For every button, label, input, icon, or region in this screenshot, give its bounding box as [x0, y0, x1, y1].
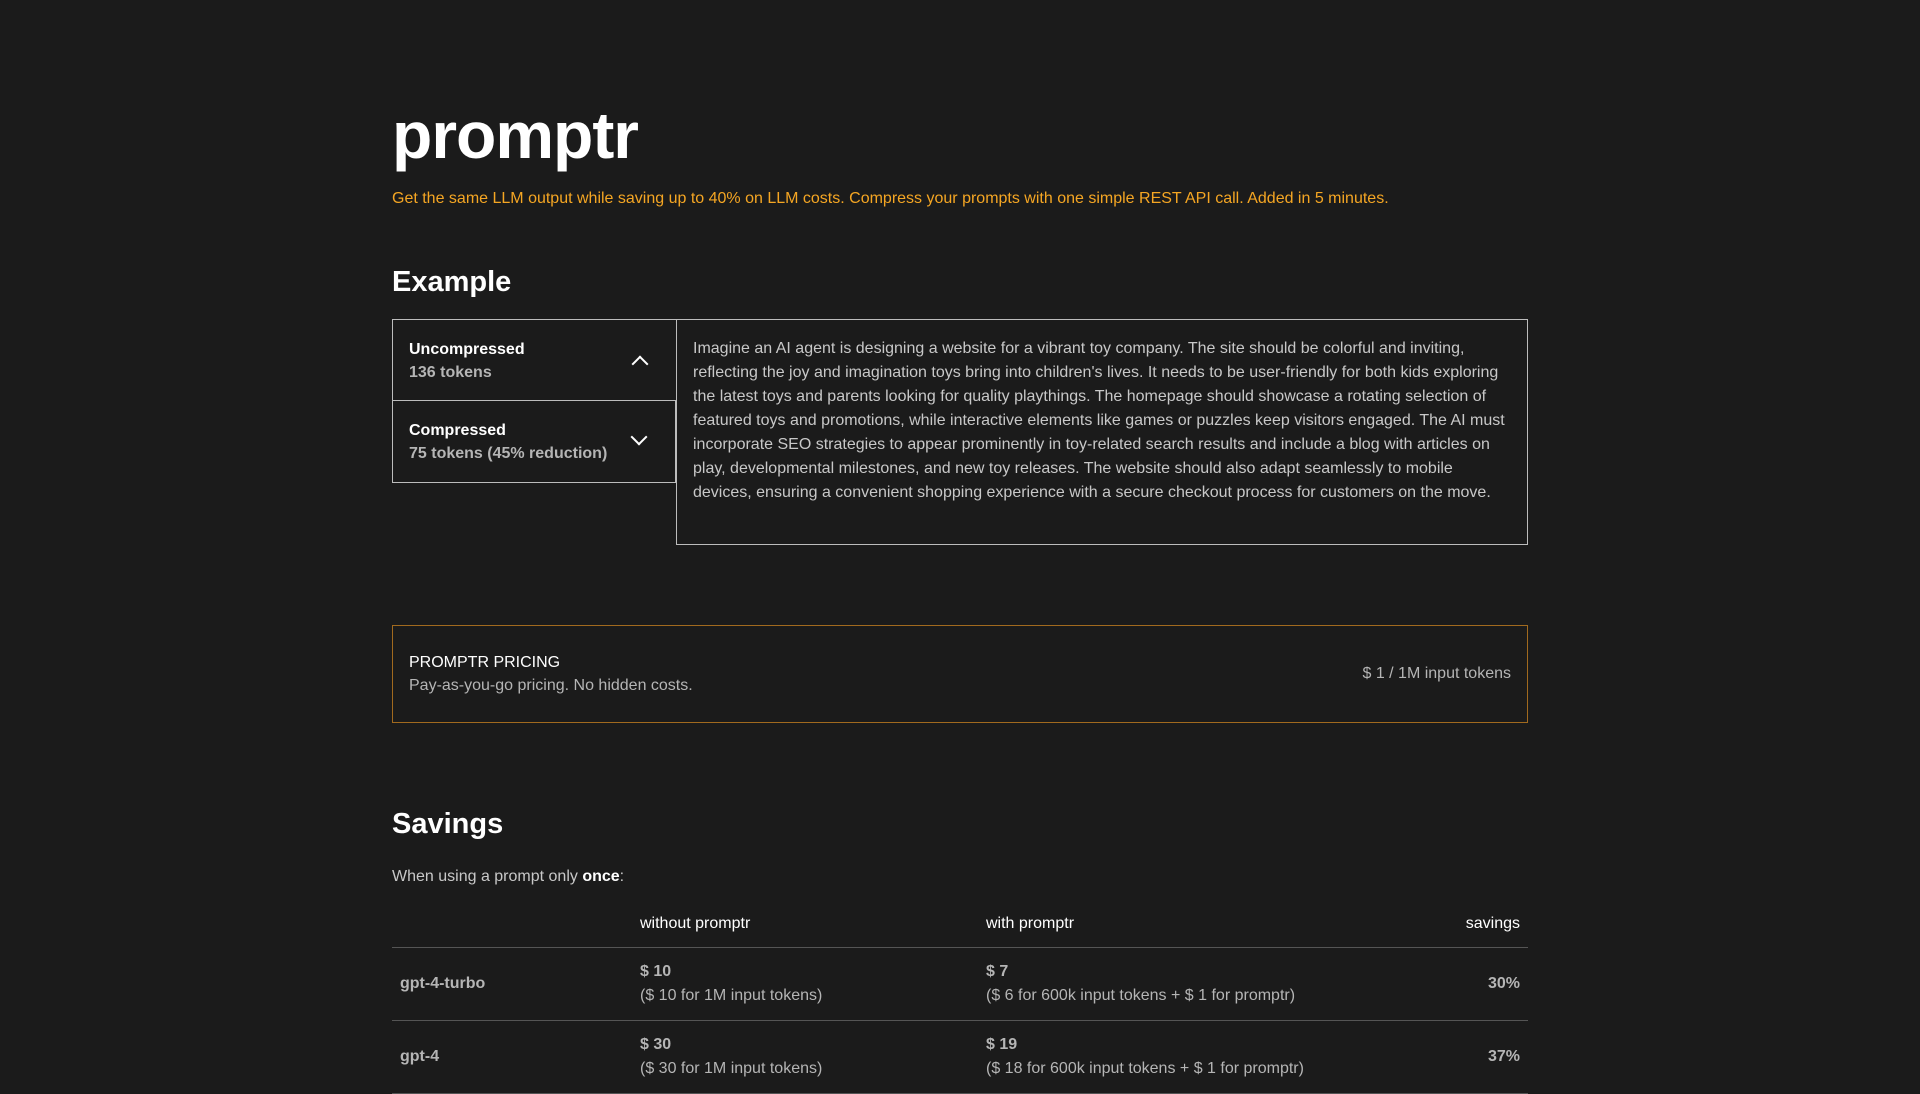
tab-compressed-tokens: 75 tokens (45% reduction) [409, 445, 608, 462]
tab-uncompressed[interactable] [392, 319, 676, 401]
savings-intro [392, 866, 624, 888]
model-name: gpt-4-turbo [400, 975, 486, 992]
tab-uncompressed-title: Uncompressed [409, 341, 525, 358]
table-row [392, 1021, 1528, 1094]
savings-intro-prefix: When using a prompt only [392, 868, 583, 885]
without-cost-cell [640, 960, 822, 1008]
column-header-without: without promptr [640, 915, 751, 932]
column-header-with: with promptr [986, 915, 1075, 932]
with-amount: $ 19 [986, 1036, 1018, 1053]
without-amount: $ 10 [640, 963, 672, 980]
prompt-text-panel: Imagine an AI agent is designing a website for a vibrant toy company. The site should be colorful and inviting, reflecting the joy and imagination toys bring into children's lives. It needs to be user-friendly for both kids exploring the latest toys and parents looking for quality playthings. The homepage should showcase a rotating selection of featured toys and promotions, while interactive elements like games or puzzles keep visitors engaged. The AI must incorporate SEO strategies to appear prominently in toy-related search results and include a blog with articles on play, developmental milestones, and new toy releases. The website should also adapt seamlessly to mobile devices, ensuring a convenient shopping experience with a secure checkout process for customers on the move. [676, 319, 1528, 545]
pricing-card [392, 625, 1528, 723]
savings-percent: 37% [1487, 1048, 1520, 1065]
with-detail: ($ 6 for 600k input tokens + $ 1 for promptr) [986, 987, 1296, 1004]
tab-compressed-title: Compressed [409, 422, 506, 439]
with-cost-cell [986, 1033, 1304, 1081]
with-detail: ($ 18 for 600k input tokens + $ 1 for promptr) [986, 1060, 1304, 1077]
tab-compressed[interactable] [392, 401, 676, 483]
without-detail: ($ 30 for 1M input tokens) [640, 1060, 823, 1077]
tagline: Get the same LLM output while saving up to 40% on LLM costs. Compress your prompts with one simple REST API call. Added in 5 minutes. [392, 190, 1389, 207]
savings-table [392, 908, 1528, 1094]
column-header-savings: savings [1465, 915, 1520, 932]
tab-uncompressed-tokens: 136 tokens [409, 364, 492, 381]
savings-percent: 30% [1487, 975, 1520, 992]
without-detail: ($ 10 for 1M input tokens) [640, 987, 823, 1004]
savings-heading: Savings [392, 808, 504, 840]
pricing-rate: $ 1 / 1M input tokens [1362, 665, 1511, 682]
savings-intro-suffix: : [619, 868, 625, 885]
without-amount: $ 30 [640, 1036, 672, 1053]
table-header [392, 908, 1528, 948]
model-name: gpt-4 [400, 1048, 440, 1065]
example-accordion [392, 319, 676, 483]
pricing-title: PROMPTR PRICING [409, 654, 561, 671]
with-amount: $ 7 [986, 963, 1009, 980]
savings-intro-bold: once [582, 868, 620, 885]
table-row [392, 948, 1528, 1021]
with-cost-cell [986, 960, 1295, 1008]
without-cost-cell [640, 1033, 822, 1081]
example-heading: Example [392, 266, 512, 298]
pricing-subtitle: Pay-as-you-go pricing. No hidden costs. [409, 677, 693, 694]
brand-title: promptr [392, 98, 638, 172]
